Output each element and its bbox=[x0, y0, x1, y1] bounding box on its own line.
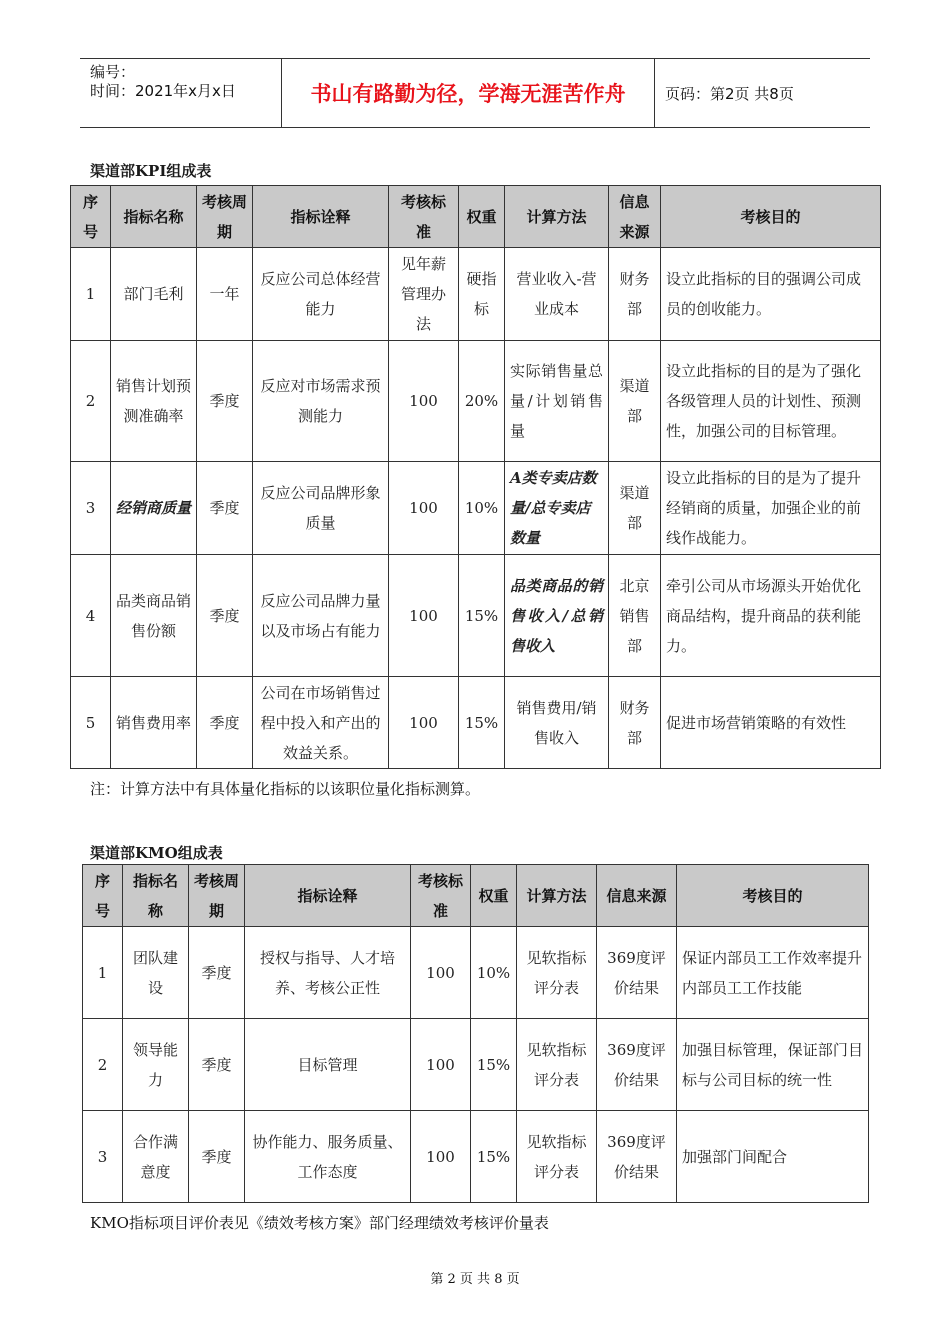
cell-metric-name: 部门毛利 bbox=[111, 248, 197, 341]
cell-method: 销售费用/销售收入 bbox=[505, 677, 609, 769]
cell-weight: 15% bbox=[459, 677, 505, 769]
cell-standard: 100 bbox=[411, 1111, 471, 1203]
kpi-header-cell: 信息来源 bbox=[609, 186, 661, 248]
cell-explanation: 目标管理 bbox=[245, 1019, 411, 1111]
cell-purpose: 加强目标管理，保证部门目标与公司目标的统一性 bbox=[677, 1019, 869, 1111]
kpi-table-title: 渠道部KPI组成表 bbox=[90, 162, 212, 180]
kpi-header-row bbox=[71, 186, 881, 248]
cell-period: 季度 bbox=[197, 341, 253, 462]
cell-standard: 100 bbox=[411, 927, 471, 1019]
table-row bbox=[71, 677, 881, 769]
cell-index: 2 bbox=[71, 341, 111, 462]
kmo-note: KMO指标项目评价表见《绩效考核方案》部门经理绩效考核评价量表 bbox=[90, 1214, 549, 1232]
cell-metric-name: 销售计划预测准确率 bbox=[111, 341, 197, 462]
kmo-header-cell: 考核标准 bbox=[411, 865, 471, 927]
kpi-header-cell: 考核标准 bbox=[389, 186, 459, 248]
cell-standard: 见年薪管理办法 bbox=[389, 248, 459, 341]
cell-metric-name: 经销商质量 bbox=[111, 462, 197, 555]
cell-source: 渠道部 bbox=[609, 462, 661, 555]
cell-weight: 20% bbox=[459, 341, 505, 462]
kmo-header-cell: 序号 bbox=[83, 865, 123, 927]
table-row bbox=[83, 927, 869, 1019]
table-row bbox=[71, 555, 881, 677]
cell-source: 369度评价结果 bbox=[597, 1019, 677, 1111]
kpi-header-cell: 序号 bbox=[71, 186, 111, 248]
cell-period: 季度 bbox=[189, 927, 245, 1019]
kmo-table bbox=[82, 864, 869, 1203]
cell-explanation: 反应对市场需求预测能力 bbox=[253, 341, 389, 462]
header-motto: 书山有路勤为径，学海无涯苦作舟 bbox=[281, 59, 655, 127]
cell-purpose: 设立此指标的目的是为了强化各级管理人员的计划性、预测性，加强公司的目标管理。 bbox=[661, 341, 881, 462]
header-meta bbox=[80, 59, 281, 127]
cell-period: 季度 bbox=[189, 1019, 245, 1111]
kmo-header-cell: 指标诠释 bbox=[245, 865, 411, 927]
cell-metric-name: 团队建设 bbox=[123, 927, 189, 1019]
kpi-header-cell: 计算方法 bbox=[505, 186, 609, 248]
cell-source: 369度评价结果 bbox=[597, 927, 677, 1019]
cell-metric-name: 销售费用率 bbox=[111, 677, 197, 769]
cell-period: 季度 bbox=[197, 555, 253, 677]
cell-period: 季度 bbox=[197, 462, 253, 555]
cell-standard: 100 bbox=[389, 677, 459, 769]
kpi-header-cell: 考核周期 bbox=[197, 186, 253, 248]
kmo-header-cell: 考核目的 bbox=[677, 865, 869, 927]
cell-metric-name: 品类商品销售份额 bbox=[111, 555, 197, 677]
table-row bbox=[71, 462, 881, 555]
cell-method: 见软指标评分表 bbox=[517, 1111, 597, 1203]
cell-standard: 100 bbox=[389, 555, 459, 677]
table-row bbox=[83, 1019, 869, 1111]
header-page-info: 页码：第2页 共8页 bbox=[665, 84, 794, 103]
cell-index: 3 bbox=[71, 462, 111, 555]
cell-period: 一年 bbox=[197, 248, 253, 341]
kmo-header-cell: 指标名称 bbox=[123, 865, 189, 927]
kmo-table-title: 渠道部KMO组成表 bbox=[90, 844, 223, 862]
cell-source: 369度评价结果 bbox=[597, 1111, 677, 1203]
cell-index: 1 bbox=[83, 927, 123, 1019]
cell-weight: 硬指标 bbox=[459, 248, 505, 341]
cell-explanation: 授权与指导、人才培养、考核公正性 bbox=[245, 927, 411, 1019]
cell-metric-name: 合作满意度 bbox=[123, 1111, 189, 1203]
kmo-header-cell: 考核周期 bbox=[189, 865, 245, 927]
page-header bbox=[80, 58, 870, 128]
cell-source: 北京销售部 bbox=[609, 555, 661, 677]
cell-method: 见软指标评分表 bbox=[517, 927, 597, 1019]
cell-explanation: 协作能力、服务质量、工作态度 bbox=[245, 1111, 411, 1203]
kmo-header-cell: 权重 bbox=[471, 865, 517, 927]
cell-method: 品类商品的销售收入/总销售收入 bbox=[505, 555, 609, 677]
cell-index: 2 bbox=[83, 1019, 123, 1111]
cell-weight: 15% bbox=[471, 1111, 517, 1203]
cell-source: 财务部 bbox=[609, 677, 661, 769]
kpi-note: 注：计算方法中有具体量化指标的以该职位量化指标测算。 bbox=[90, 780, 481, 798]
cell-weight: 15% bbox=[471, 1019, 517, 1111]
cell-standard: 100 bbox=[411, 1019, 471, 1111]
cell-period: 季度 bbox=[197, 677, 253, 769]
cell-index: 1 bbox=[71, 248, 111, 341]
table-row bbox=[71, 341, 881, 462]
cell-method: A类专卖店数量/总专卖店数量 bbox=[505, 462, 609, 555]
cell-source: 财务部 bbox=[609, 248, 661, 341]
cell-method: 实际销售量总量/计划销售量 bbox=[505, 341, 609, 462]
cell-period: 季度 bbox=[189, 1111, 245, 1203]
cell-explanation: 反应公司品牌形象质量 bbox=[253, 462, 389, 555]
kpi-header-cell: 指标名称 bbox=[111, 186, 197, 248]
cell-explanation: 反应公司总体经营能力 bbox=[253, 248, 389, 341]
time-label: 时间：2021年x月x日 bbox=[90, 82, 236, 100]
kmo-header-cell: 信息来源 bbox=[597, 865, 677, 927]
cell-explanation: 反应公司品牌力量以及市场占有能力 bbox=[253, 555, 389, 677]
page-footer: 第 2 页 共 8 页 bbox=[430, 1272, 520, 1287]
cell-weight: 15% bbox=[459, 555, 505, 677]
cell-weight: 10% bbox=[459, 462, 505, 555]
cell-index: 3 bbox=[83, 1111, 123, 1203]
cell-purpose: 促进市场营销策略的有效性 bbox=[661, 677, 881, 769]
table-row bbox=[83, 1111, 869, 1203]
cell-standard: 100 bbox=[389, 462, 459, 555]
cell-source: 渠道部 bbox=[609, 341, 661, 462]
cell-explanation: 公司在市场销售过程中投入和产出的效益关系。 bbox=[253, 677, 389, 769]
kpi-header-cell: 考核目的 bbox=[661, 186, 881, 248]
cell-purpose: 保证内部员工工作效率提升内部员工工作技能 bbox=[677, 927, 869, 1019]
cell-index: 4 bbox=[71, 555, 111, 677]
cell-purpose: 设立此指标的目的是为了提升经销商的质量，加强企业的前线作战能力。 bbox=[661, 462, 881, 555]
kmo-header-cell: 计算方法 bbox=[517, 865, 597, 927]
kmo-header-row bbox=[83, 865, 869, 927]
cell-purpose: 牵引公司从市场源头开始优化商品结构，提升商品的获利能力。 bbox=[661, 555, 881, 677]
table-row bbox=[71, 248, 881, 341]
cell-index: 5 bbox=[71, 677, 111, 769]
kpi-table bbox=[70, 185, 881, 769]
kpi-header-cell: 权重 bbox=[459, 186, 505, 248]
kpi-header-cell: 指标诠释 bbox=[253, 186, 389, 248]
number-label: 编号： bbox=[90, 63, 136, 81]
cell-method: 营业收入-营业成本 bbox=[505, 248, 609, 341]
cell-metric-name: 领导能力 bbox=[123, 1019, 189, 1111]
cell-weight: 10% bbox=[471, 927, 517, 1019]
cell-purpose: 设立此指标的目的强调公司成员的创收能力。 bbox=[661, 248, 881, 341]
cell-standard: 100 bbox=[389, 341, 459, 462]
cell-method: 见软指标评分表 bbox=[517, 1019, 597, 1111]
cell-purpose: 加强部门间配合 bbox=[677, 1111, 869, 1203]
